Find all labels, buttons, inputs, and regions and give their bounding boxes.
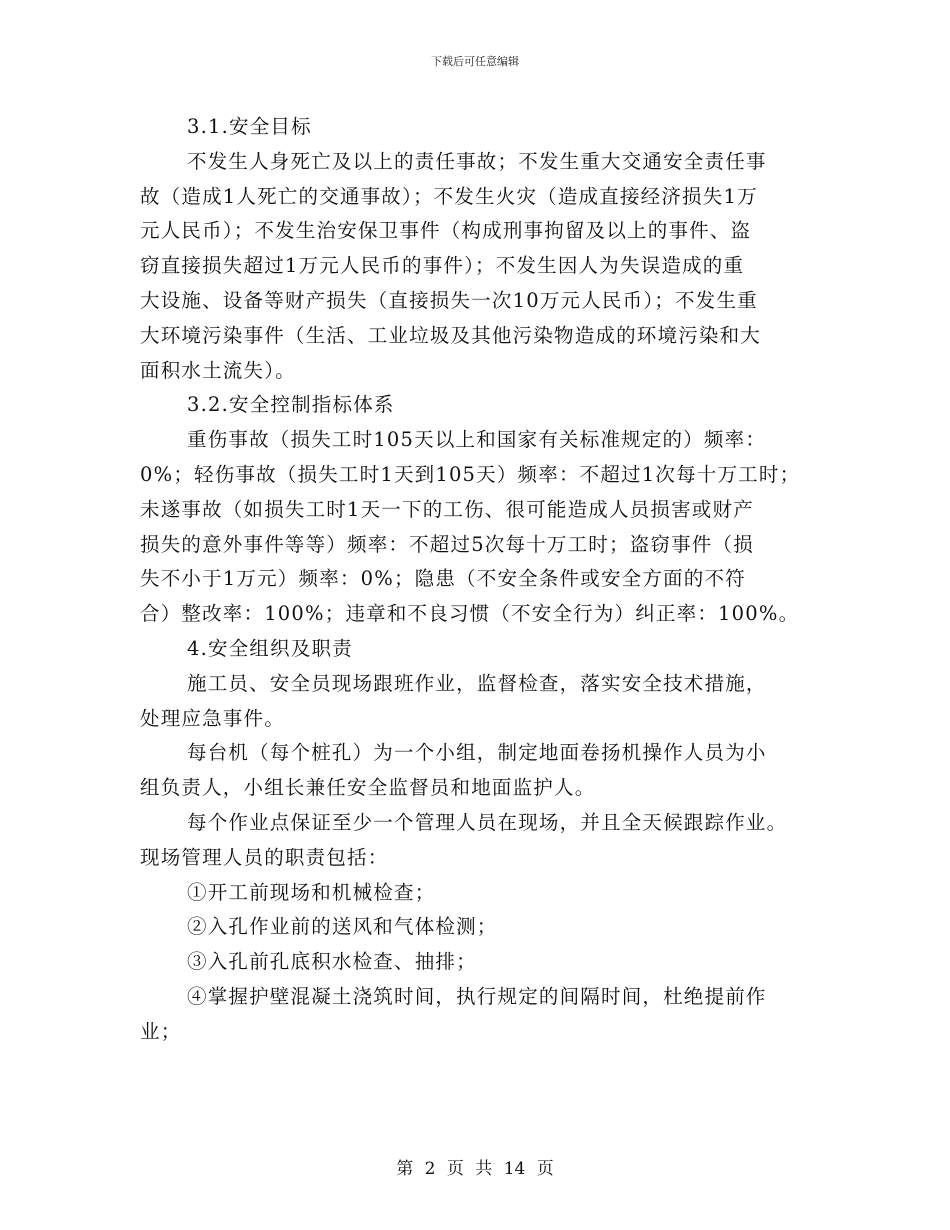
text-line: 不发生人身死亡及以上的责任事故；不发生重大交通安全责任事 bbox=[187, 149, 767, 173]
text-line: 施工员、安全员现场跟班作业，监督检查，落实安全技术措施， bbox=[187, 671, 767, 695]
text-line: 未遂事故（如损失工时1天一下的工伤、很可能造成人员损害或财产 bbox=[140, 497, 754, 521]
text-line: 处理应急事件。 bbox=[140, 706, 285, 730]
text-line: 3.2.安全控制指标体系 bbox=[187, 393, 395, 417]
text-line: ③入孔前孔底积水检查、抽排； bbox=[187, 950, 477, 974]
text-line: 每台机（每个桩孔）为一个小组，制定地面卷扬机操作人员为小 bbox=[187, 741, 767, 765]
text-line: 组负责人，小组长兼任安全监督员和地面监护人。 bbox=[140, 776, 596, 800]
text-line: ①开工前现场和机械检查； bbox=[187, 880, 436, 904]
text-line: 故（造成1人死亡的交通事故）；不发生火灾（造成直接经济损失1万 bbox=[140, 184, 758, 208]
text-line: 大设施、设备等财产损失（直接损失一次10万元人民币）；不发生重 bbox=[140, 288, 758, 312]
text-line: 每个作业点保证至少一个管理人员在现场，并且全天候跟踪作业。 bbox=[187, 810, 788, 834]
text-line: 元人民币）；不发生治安保卫事件（构成刑事拘留及以上的事件、盗 bbox=[140, 219, 752, 243]
page-footer: 第 2 页 共 14 页 bbox=[396, 1159, 554, 1179]
text-line: 损失的意外事件等等）频率：不超过5次每十万工时；盗窃事件（损 bbox=[140, 532, 754, 556]
page-header: 下载后可任意编辑 bbox=[431, 55, 519, 68]
text-line: 大环境污染事件（生活、工业垃圾及其他污染物造成的环境污染和大 bbox=[140, 323, 762, 347]
document-body bbox=[140, 110, 830, 1050]
text-line: 3.1.安全目标 bbox=[187, 115, 312, 138]
text-line: 现场管理人员的职责包括： bbox=[140, 845, 389, 869]
text-line: ②入孔作业前的送风和气体检测； bbox=[187, 915, 498, 939]
text-line: 业； bbox=[140, 1019, 182, 1043]
text-line: 0%；轻伤事故（损失工时1天到105天）频率：不超过1次每十万工时； bbox=[140, 462, 801, 486]
text-line: 失不小于1万元）频率：0%；隐患（不安全条件或安全方面的不符 bbox=[140, 567, 746, 591]
text-line: 面积水土流失）。 bbox=[140, 358, 296, 382]
text-line: 合）整改率：100%；违章和不良习惯（不安全行为）纠正率：100%。 bbox=[140, 602, 800, 626]
text-line: 重伤事故（损失工时105天以上和国家有关标准规定的）频率： bbox=[187, 428, 767, 452]
text-line: 窃直接损失超过1万元人民币的事件）；不发生因人为失误造成的重 bbox=[140, 254, 745, 278]
text-line: 4.安全组织及职责 bbox=[187, 636, 353, 660]
text-line: ④掌握护壁混凝土浇筑时间，执行规定的间隔时间，杜绝提前作 bbox=[187, 984, 767, 1008]
